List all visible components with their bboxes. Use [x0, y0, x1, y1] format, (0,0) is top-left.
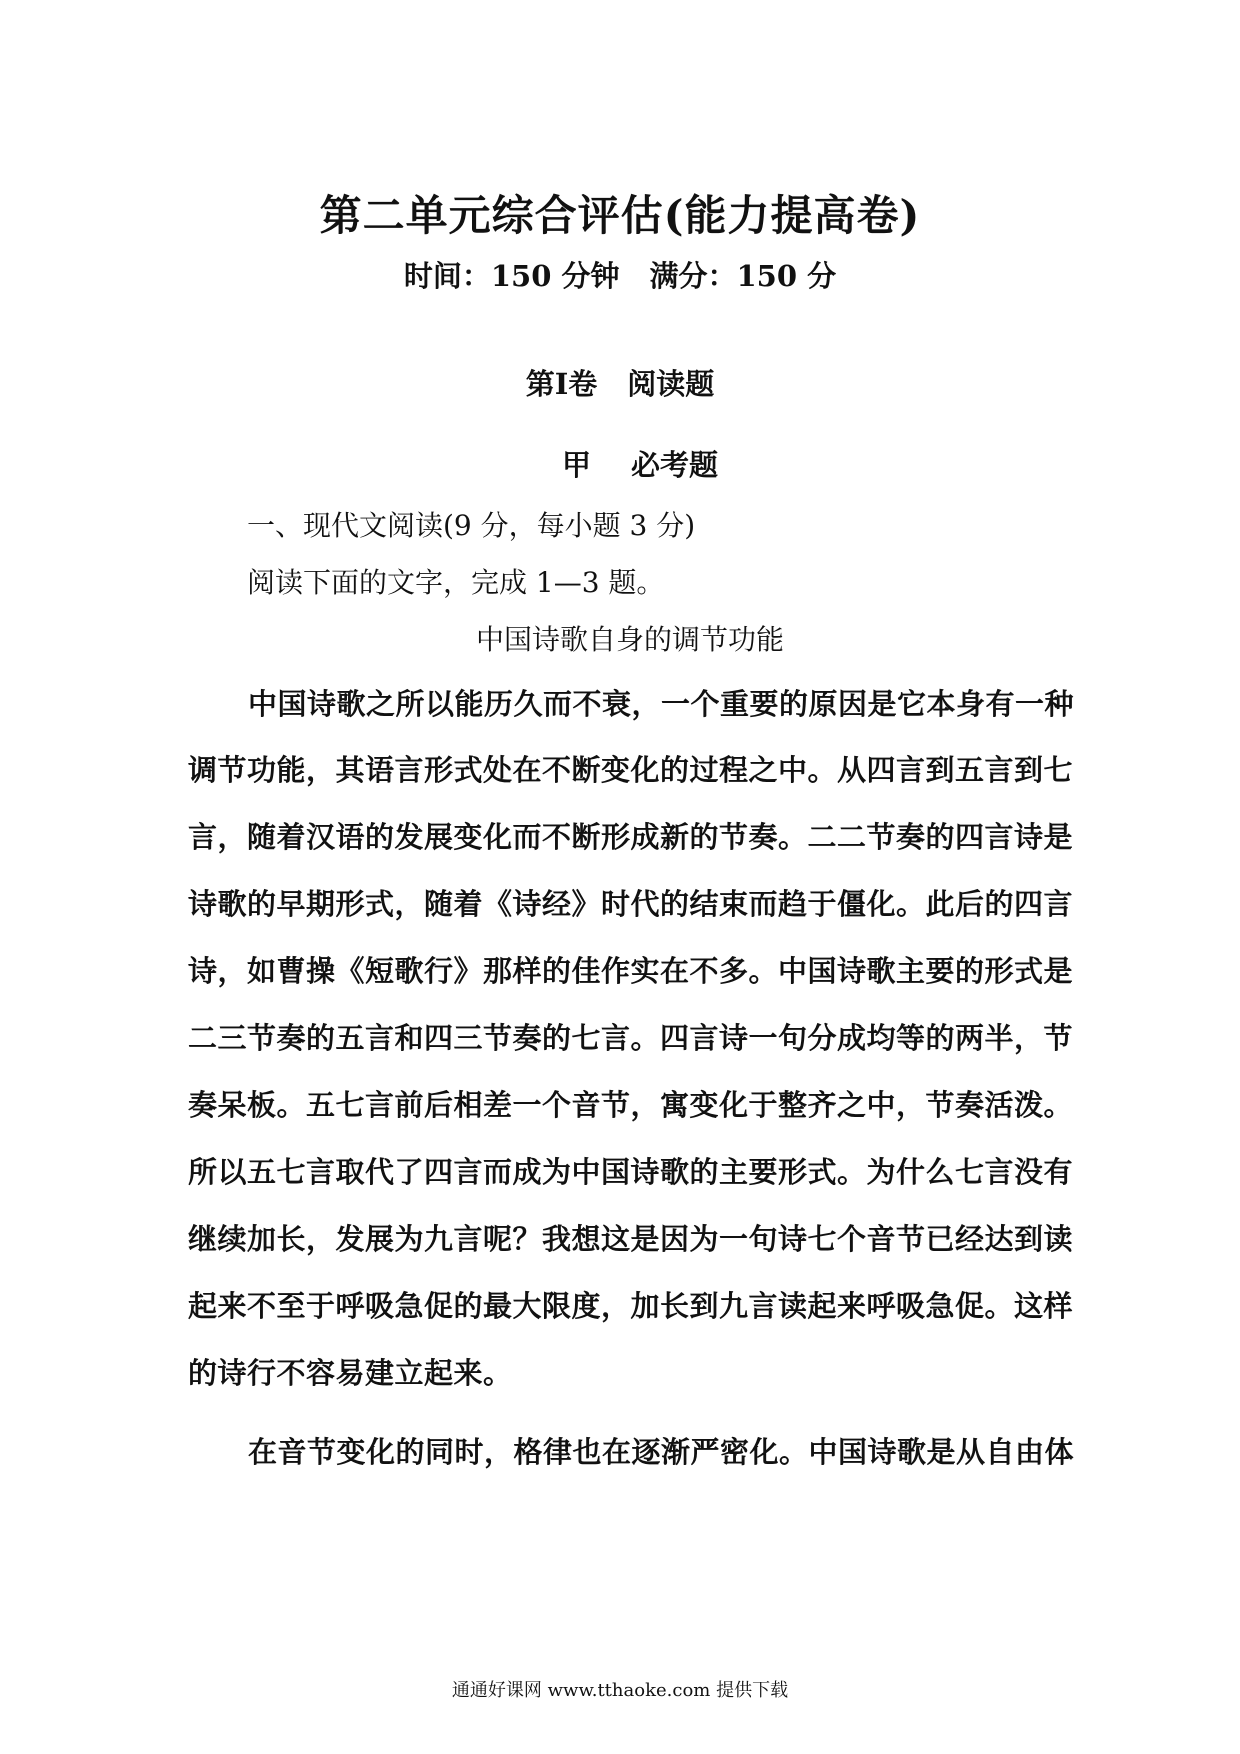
score-label: 满分：150 分: [649, 259, 837, 293]
exam-title: 第二单元综合评估(能力提高卷): [319, 191, 921, 240]
volume-heading: [0, 362, 1240, 403]
section-heading: [0, 443, 1240, 484]
essay-line: 所以五七言取代了四言而成为中国诗歌的主要形式。为什么七言没有: [188, 1155, 1074, 1189]
essay-line: 的诗行不容易建立起来。: [188, 1356, 513, 1390]
essay-line: 奏呆板。五七言前后相差一个音节，寓变化于整齐之中，节奏活泼。: [188, 1088, 1074, 1122]
essay-line: 起来不至于呼吸急促的最大限度，加长到九言读起来呼吸急促。这样: [188, 1289, 1074, 1323]
essay-line: 言，随着汉语的发展变化而不断形成新的节奏。二二节奏的四言诗是: [188, 820, 1074, 854]
part-heading: 一、现代文阅读(9 分，每小题 3 分): [247, 509, 696, 542]
essay-line: 调节功能，其语言形式处在不断变化的过程之中。从四言到五言到七: [188, 753, 1074, 787]
section-type: 必考题: [631, 448, 719, 482]
essay-line: 继续加长，发展为九言呢？我想这是因为一句诗七个音节已经达到读: [188, 1222, 1074, 1256]
section-name: 甲: [561, 448, 591, 482]
volume-name: 第Ⅰ卷: [525, 367, 598, 401]
essay-line: 二三节奏的五言和四三节奏的七言。四言诗一句分成均等的两半，节: [188, 1021, 1074, 1055]
essay-line: 在音节变化的同时，格律也在逐渐严密化。中国诗歌是从自由体: [248, 1435, 1075, 1469]
essay-line: 中国诗歌之所以能历久而不衰，一个重要的原因是它本身有一种: [248, 687, 1075, 721]
essay-line: 诗歌的早期形式，随着《诗经》时代的结束而趋于僵化。此后的四言: [188, 887, 1074, 921]
essay-line: 诗，如曹操《短歌行》那样的佳作实在不多。中国诗歌主要的形式是: [188, 954, 1074, 988]
page-footer: 通通好课网 www.tthaoke.com 提供下载: [451, 1680, 789, 1701]
essay-title: 中国诗歌自身的调节功能: [475, 623, 784, 656]
time-label: 时间：150 分钟: [403, 259, 620, 293]
volume-type: 阅读题: [627, 367, 715, 401]
exam-meta: [0, 254, 1240, 295]
task-instruction: 阅读下面的文字，完成 1—3 题。: [247, 566, 665, 599]
